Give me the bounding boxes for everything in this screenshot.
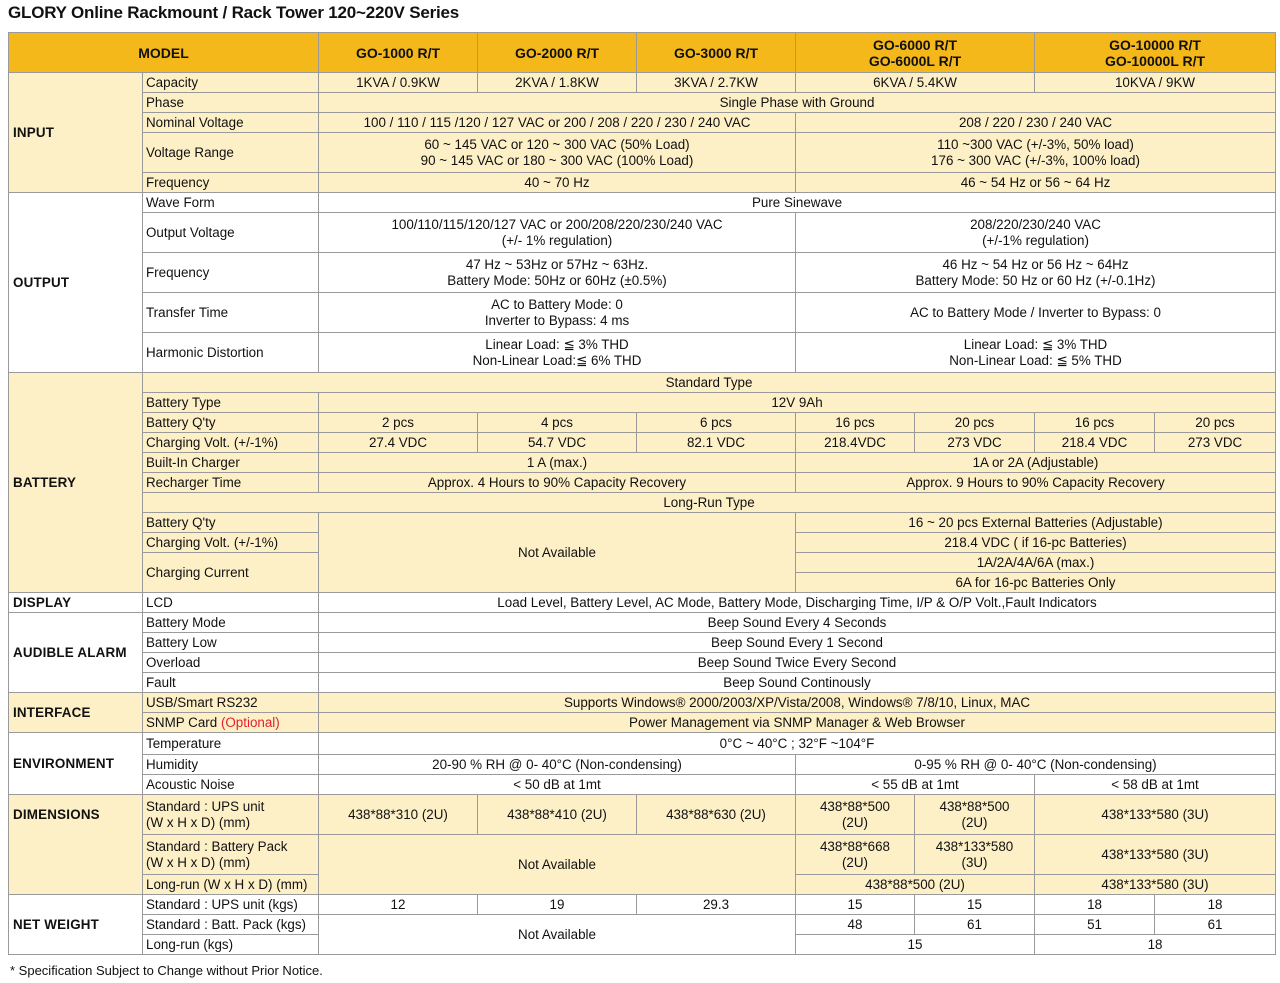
long-run-weight-value: 15	[796, 935, 1035, 955]
ups-dimension-value: 438*133*580 (3U)	[1035, 795, 1276, 835]
voltage-range-value: 110 ~300 VAC (+/-3%, 50% load) 176 ~ 300 VAC (+/-3%, 100% load)	[796, 133, 1276, 173]
input-frequency-value: 40 ~ 70 Hz	[319, 173, 796, 193]
charging-current-value: 1A/2A/4A/6A (max.)	[796, 553, 1276, 573]
capacity-value: 6KVA / 5.4KW	[796, 73, 1035, 93]
charging-volt-value: 273 VDC	[915, 433, 1035, 453]
model-go10000: GO-10000 R/T GO-10000L R/T	[1035, 33, 1276, 73]
humidity-value: 0-95 % RH @ 0- 40°C (Non-condensing)	[796, 755, 1276, 775]
ups-weight-value: 19	[478, 895, 637, 915]
nominal-voltage-value: 100 / 110 / 115 /120 / 127 VAC or 200 / 208 / 220 / 230 / 240 VAC	[319, 113, 796, 133]
charging-volt-value: 218.4 VDC	[1035, 433, 1155, 453]
section-battery: BATTERY	[9, 373, 143, 593]
battery-low-value: Beep Sound Every 1 Second	[319, 633, 1276, 653]
label-transfer-time: Transfer Time	[143, 293, 319, 333]
ups-dimension-value: 438*88*500 (2U)	[915, 795, 1035, 835]
battery-qty-value: 16 pcs	[796, 413, 915, 433]
output-frequency-value: 46 Hz ~ 54 Hz or 56 Hz ~ 64Hz Battery Mode: 50 Hz or 60 Hz (+/-0.1Hz)	[796, 253, 1276, 293]
charging-current-note: 6A for 16-pc Batteries Only	[796, 573, 1276, 593]
acoustic-noise-value: < 50 dB at 1mt	[319, 775, 796, 795]
label-overload: Overload	[143, 653, 319, 673]
section-audible-alarm: AUDIBLE ALARM	[9, 613, 143, 693]
voltage-range-value: 60 ~ 145 VAC or 120 ~ 300 VAC (50% Load) 90 ~ 145 VAC or 180 ~ 300 VAC (100% Load)	[319, 133, 796, 173]
ups-dimension-value: 438*88*500 (2U)	[796, 795, 915, 835]
long-run-weight-value: 18	[1035, 935, 1276, 955]
section-dimensions: DIMENSIONS	[9, 795, 143, 895]
lcd-value: Load Level, Battery Level, AC Mode, Battery Mode, Discharging Time, I/P & O/P Volt.,Fault Indicators	[319, 593, 1276, 613]
label-built-in-charger: Built-In Charger	[143, 453, 319, 473]
battery-type-value: 12V 9Ah	[319, 393, 1276, 413]
capacity-value: 1KVA / 0.9KW	[319, 73, 478, 93]
model-go2000: GO-2000 R/T	[478, 33, 637, 73]
section-environment: ENVIRONMENT	[9, 733, 143, 795]
wave-form-value: Pure Sinewave	[319, 193, 1276, 213]
standard-type-heading: Standard Type	[143, 373, 1276, 393]
label-output-frequency: Frequency	[143, 253, 319, 293]
phase-value: Single Phase with Ground	[319, 93, 1276, 113]
label-battery-type: Battery Type	[143, 393, 319, 413]
ups-weight-value: 15	[796, 895, 915, 915]
battery-qty-value: 4 pcs	[478, 413, 637, 433]
label-battery-low: Battery Low	[143, 633, 319, 653]
battery-pack-dimension-value: 438*133*580 (3U)	[1035, 835, 1276, 875]
label-phase: Phase	[143, 93, 319, 113]
built-in-charger-value: 1 A (max.)	[319, 453, 796, 473]
footnote: * Specification Subject to Change without Prior Notice.	[10, 963, 323, 978]
built-in-charger-value: 1A or 2A (Adjustable)	[796, 453, 1276, 473]
charging-volt-value: 27.4 VDC	[319, 433, 478, 453]
capacity-value: 2KVA / 1.8KW	[478, 73, 637, 93]
label-lr-charging-volt: Charging Volt. (+/-1%)	[143, 533, 319, 553]
charging-volt-value: 54.7 VDC	[478, 433, 637, 453]
acoustic-noise-value: < 58 dB at 1mt	[1035, 775, 1276, 795]
output-frequency-value: 47 Hz ~ 53Hz or 57Hz ~ 63Hz. Battery Mode: 50Hz or 60Hz (±0.5%)	[319, 253, 796, 293]
spec-table	[8, 32, 1276, 955]
label-charging-current: Charging Current	[143, 553, 319, 593]
battery-pack-not-available: Not Available	[319, 835, 796, 895]
output-voltage-value: 208/220/230/240 VAC (+/-1% regulation)	[796, 213, 1276, 253]
fault-value: Beep Sound Continously	[319, 673, 1276, 693]
capacity-value: 10KVA / 9KW	[1035, 73, 1276, 93]
long-run-not-available: Not Available	[319, 513, 796, 593]
label-temperature: Temperature	[143, 733, 319, 755]
lr-charging-volt-value: 218.4 VDC ( if 16-pc Batteries)	[796, 533, 1276, 553]
battery-pack-weight-value: 61	[1155, 915, 1276, 935]
label-recharger-time: Recharger Time	[143, 473, 319, 493]
battery-pack-weight-value: 48	[796, 915, 915, 935]
label-voltage-range: Voltage Range	[143, 133, 319, 173]
ups-dimension-value: 438*88*310 (2U)	[319, 795, 478, 835]
battery-qty-value: 20 pcs	[1155, 413, 1276, 433]
capacity-value: 3KVA / 2.7KW	[637, 73, 796, 93]
section-interface: INTERFACE	[9, 693, 143, 733]
header-row	[9, 33, 1276, 73]
label-battery-mode: Battery Mode	[143, 613, 319, 633]
nominal-voltage-value: 208 / 220 / 230 / 240 VAC	[796, 113, 1276, 133]
label-battery-qty: Battery Q'ty	[143, 413, 319, 433]
charging-volt-value: 218.4VDC	[796, 433, 915, 453]
section-output: OUTPUT	[9, 193, 143, 373]
label-long-run-dimensions: Long-run (W x H x D) (mm)	[143, 875, 319, 895]
humidity-value: 20-90 % RH @ 0- 40°C (Non-condensing)	[319, 755, 796, 775]
label-lcd: LCD	[143, 593, 319, 613]
ups-weight-value: 18	[1155, 895, 1276, 915]
lr-battery-qty-value: 16 ~ 20 pcs External Batteries (Adjustable)	[796, 513, 1276, 533]
long-run-type-heading: Long-Run Type	[143, 493, 1276, 513]
transfer-time-value: AC to Battery Mode: 0 Inverter to Bypass: 4 ms	[319, 293, 796, 333]
section-net-weight: NET WEIGHT	[9, 895, 143, 955]
long-run-dimension-value: 438*88*500 (2U)	[796, 875, 1035, 895]
label-capacity: Capacity	[143, 73, 319, 93]
label-long-run-weight: Long-run (kgs)	[143, 935, 319, 955]
battery-qty-value: 6 pcs	[637, 413, 796, 433]
label-humidity: Humidity	[143, 755, 319, 775]
recharger-time-value: Approx. 9 Hours to 90% Capacity Recovery	[796, 473, 1276, 493]
usb-rs232-value: Supports Windows® 2000/2003/XP/Vista/2008, Windows® 7/8/10, Linux, MAC	[319, 693, 1276, 713]
input-frequency-value: 46 ~ 54 Hz or 56 ~ 64 Hz	[796, 173, 1276, 193]
charging-volt-value: 82.1 VDC	[637, 433, 796, 453]
battery-pack-dimension-value: 438*88*668 (2U)	[796, 835, 915, 875]
model-go1000: GO-1000 R/T	[319, 33, 478, 73]
snmp-card-value: Power Management via SNMP Manager & Web Browser	[319, 713, 1276, 733]
battery-mode-value: Beep Sound Every 4 Seconds	[319, 613, 1276, 633]
model-go6000: GO-6000 R/T GO-6000L R/T	[796, 33, 1035, 73]
weight-not-available: Not Available	[319, 915, 796, 955]
model-header: MODEL	[9, 33, 319, 73]
battery-qty-value: 2 pcs	[319, 413, 478, 433]
label-wave-form: Wave Form	[143, 193, 319, 213]
ups-dimension-value: 438*88*410 (2U)	[478, 795, 637, 835]
acoustic-noise-value: < 55 dB at 1mt	[796, 775, 1035, 795]
section-display: DISPLAY	[9, 593, 143, 613]
label-usb-rs232: USB/Smart RS232	[143, 693, 319, 713]
label-fault: Fault	[143, 673, 319, 693]
label-lr-battery-qty: Battery Q'ty	[143, 513, 319, 533]
label-ups-dimensions: Standard : UPS unit (W x H x D) (mm)	[143, 795, 319, 835]
recharger-time-value: Approx. 4 Hours to 90% Capacity Recovery	[319, 473, 796, 493]
ups-dimension-value: 438*88*630 (2U)	[637, 795, 796, 835]
label-acoustic-noise: Acoustic Noise	[143, 775, 319, 795]
harmonic-distortion-value: Linear Load: ≦ 3% THD Non-Linear Load:≦ 6% THD	[319, 333, 796, 373]
label-charging-volt: Charging Volt. (+/-1%)	[143, 433, 319, 453]
label-battery-pack-weight: Standard : Batt. Pack (kgs)	[143, 915, 319, 935]
overload-value: Beep Sound Twice Every Second	[319, 653, 1276, 673]
label-nominal-voltage: Nominal Voltage	[143, 113, 319, 133]
long-run-dimension-value: 438*133*580 (3U)	[1035, 875, 1276, 895]
battery-pack-weight-value: 61	[915, 915, 1035, 935]
battery-qty-value: 20 pcs	[915, 413, 1035, 433]
section-input: INPUT	[9, 73, 143, 193]
page-title: GLORY Online Rackmount / Rack Tower 120~220V Series	[8, 3, 460, 22]
ups-weight-value: 15	[915, 895, 1035, 915]
battery-pack-dimension-value: 438*133*580 (3U)	[915, 835, 1035, 875]
charging-volt-value: 273 VDC	[1155, 433, 1276, 453]
transfer-time-value: AC to Battery Mode / Inverter to Bypass: 0	[796, 293, 1276, 333]
label-battery-pack-dimensions: Standard : Battery Pack (W x H x D) (mm)	[143, 835, 319, 875]
label-input-frequency: Frequency	[143, 173, 319, 193]
label-snmp-card: SNMP Card (Optional)	[143, 713, 319, 733]
label-harmonic-distortion: Harmonic Distortion	[143, 333, 319, 373]
battery-pack-weight-value: 51	[1035, 915, 1155, 935]
ups-weight-value: 29.3	[637, 895, 796, 915]
battery-qty-value: 16 pcs	[1035, 413, 1155, 433]
label-output-voltage: Output Voltage	[143, 213, 319, 253]
output-voltage-value: 100/110/115/120/127 VAC or 200/208/220/230/240 VAC (+/- 1% regulation)	[319, 213, 796, 253]
temperature-value: 0°C ~ 40°C ; 32°F ~104°F	[319, 733, 1276, 755]
optional-note: (Optional)	[220, 714, 280, 730]
ups-weight-value: 12	[319, 895, 478, 915]
ups-weight-value: 18	[1035, 895, 1155, 915]
harmonic-distortion-value: Linear Load: ≦ 3% THD Non-Linear Load: ≦ 5% THD	[796, 333, 1276, 373]
model-go3000: GO-3000 R/T	[637, 33, 796, 73]
label-ups-weight: Standard : UPS unit (kgs)	[143, 895, 319, 915]
